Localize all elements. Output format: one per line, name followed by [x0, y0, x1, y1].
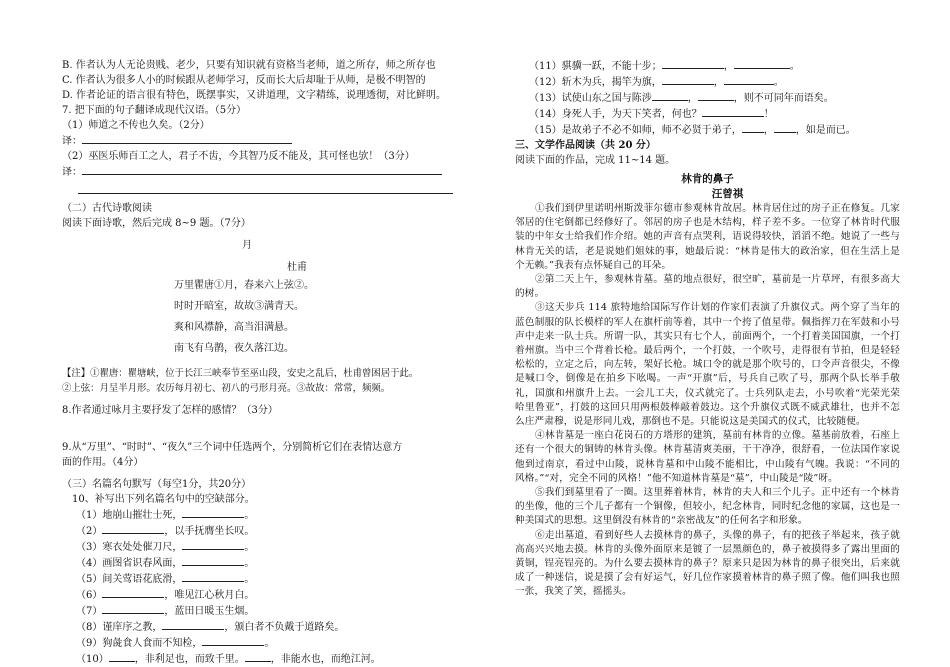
right-column [515, 58, 900, 600]
question-8: 8.作者通过咏月主要抒发了怎样的感情？（3分） [62, 405, 278, 416]
question-9: 面的作用。（4分） [62, 457, 144, 468]
article-title: 林肯的鼻子 [681, 173, 734, 185]
fill-item[interactable]: （14）身死人手，为天下笑者，何也？ ！ [529, 106, 900, 122]
fill-item[interactable]: （1）地崩山摧壮士死， 。 [76, 507, 442, 523]
paragraph: ⑤我们到墓里看了一圈。这里葬着林肯，林肯的夫人和三个儿子。正中还有一个林肯的坐像，他的三个儿子都有一个铜像，但较小，纪念林肯，同时纪念他的家属，这也是一种美国式的思想。这里倒没有林肯的“亲密战友”的任何名字和形象。 [515, 487, 900, 527]
paragraph: ⑥走出墓道，看到好些人去摸林肯的鼻子，头像的鼻子，有的把孩子举起来，孩子就高高兴兴地去摸。林肯的头像外面原来是镀了一层黑颜色的，鼻子被摸得多了露出里面的黄铜，锃亮锃亮的。为什么要去摸林肯的鼻子？原来只是因为林肯的鼻子很突出，后来就成了一种迷信，说是摸了会有好运气，好几位作家摸着林肯的鼻子照了像。他们叫我也照一张，我笑了笑，摇摇头。 [515, 529, 900, 598]
question-10: 10、补写出下列名篇名句中的空缺部分。 [72, 494, 255, 505]
section-poetry-intro: 阅读下面诗歌，然后完成 8~9 题。（7分） [62, 218, 251, 229]
yi-label: 译： [62, 136, 82, 147]
section-recitation: （三）名篇名句默写（每空1分，共20分） [62, 479, 252, 490]
text-line: D. 作者论证的语言很有特色，既摆事实，又讲道理，文字精练，说理透彻，对比鲜明。 [62, 90, 447, 101]
left-column [62, 58, 447, 667]
paragraph: ①我们到伊里诺明州斯泼菲尔德市参观林肯故居。林肯居住过的房子正在修复。几家邻居的住宅倒都已经修好了。邻居的房子也是木结构，样子差不多。一位穿了林肯时代服装的中年女士给我们作介绍。她的声音有点哭利，语说得较快，滔滔不绝。她说了一些与林肯无关的话，老是说她们姐妹的事，她最后说：“林肯是伟大的政治家，但在生活上是个无赖。”我表有点怀疑自己的耳朵。 [515, 203, 900, 271]
fill-item[interactable]: （4）画图省识春风面， 。 [76, 555, 442, 571]
poem-body [62, 275, 442, 359]
fill-item[interactable]: （15）是故弟子不必不如师，师不必贤于弟子， ， ，如是而已。 [529, 122, 900, 138]
poem-line: 南飞有乌鹊，夜久落江边。 [174, 343, 294, 354]
question-7-2: （2）巫医乐师百工之人，君子不齿，今其智乃反不能及，其可怪也欤！（3分） [62, 151, 415, 162]
poem-line: 爽和风襟静，高当泪满悬。 [174, 322, 294, 333]
poem-line: 万里瞿唐①月，春来六上弦②。 [174, 280, 314, 291]
poem-note: ②上弦：月呈半月形。农历每月初七、初八的弓形月亮。③故故：常常，频频。 [62, 383, 391, 394]
section-literature-intro: 阅读下面的作品，完成 11~14 题。 [515, 155, 676, 166]
fill-list [62, 507, 442, 667]
fill-item[interactable]: （3）寒衣处处催刀尺， 。 [76, 539, 442, 555]
poem-note: 【注】①瞿唐：瞿塘峡，位于长江三峡奉节至巫山段，安史之乱后，杜甫曾困居于此。 [62, 368, 419, 379]
text-line: B. 作者认为人无论贵贱、老少，只要有知识就有资格当老师，道之所存，师之所存也 [62, 60, 436, 71]
section-poetry: （二）古代诗歌阅读 [62, 203, 152, 214]
question-9: 9.从“万里”、“时时”、“夜久”三个词中任选两个，分别简析它们在表情达意方 [62, 442, 403, 453]
fill-item[interactable]: （2） ，以手抚膺坐长叹。 [76, 523, 442, 539]
paragraph: ②第二天上午，参观林肯墓。墓的地点很好，很空旷，墓前是一片草坪，有很多高大的树。 [515, 274, 900, 300]
fill-item[interactable]: （6） ，唯见江心秋月白。 [76, 587, 442, 603]
answer-line[interactable] [62, 133, 442, 149]
fill-item[interactable]: （7） ，蓝田日暖玉生烟。 [76, 603, 442, 619]
yi-label: 译： [62, 167, 82, 178]
poem-line: 时时开暗室，故故③满青天。 [174, 301, 304, 312]
paragraph: ③这天步兵 114 旅特地给国际写作计划的作家们表演了升旗仪式。两个穿了当年的蓝色制服的队长模样的军人在旗杆前等着，其中一个挎了值星带。佩指挥刀在军鼓和小号声中走来一队士兵。所谓一队，其实只有七个人，前面两个，一个打着美国国旗，一个打着州旗。当中三个背着长枪。最后两个，一个打鼓，一个吹号，走得很有节拍，但是轻轻松松的，立定之后，向左转，架好长枪。城口令的就是那个吹号的，口令声音很尖，不像是喊口令，倒像是在拍乡下吆喝。一声“开旗”后，号兵自己吹了号，那两个队长举手敬礼，国旗和州旗升上去。一会儿工夫，仪式就完了。士兵列队走去，小号吹着“光荣光荣哈里鲁亚”，打鼓的这回只用两根鼓棒敲着鼓边。这个升旗仪式既不威武雄壮，也并不怎么庄严肃穆，说是形同儿戏，那倒也不是。只能说这是美国式的仪式，比较随便。 [515, 302, 900, 428]
text-line: C. 作者认为很多人小的时候跟从老师学习，反而长大后却耻于从师，是极不明智的 [62, 75, 426, 86]
section-literature: 三、文学作品阅读（共 20 分） [515, 140, 656, 151]
paragraph: ④林肯墓是一座白花岗石的方塔形的建筑，墓前有林肯的立像。墓基前放着，石座上还有一个很大的铜铸的林肯头像。林肯墓清爽美丽，干干净净，很舒看，一位法国作家说他到过南京，看过中山陵，说林肯墓和中山陵不能相比，中山陵有气魄。我说：“不同的风格。”“对，完全不同的风格！”他不知道林肯墓是“墓”，中山陵是“陵”呀。 [515, 430, 900, 484]
answer-line[interactable] [62, 164, 442, 180]
fill-item[interactable]: （11）骐骥一跃，不能十步； ， 。 [529, 58, 900, 74]
fill-item[interactable]: （9）狗彘食人食而不知检， 。 [76, 635, 442, 651]
fill-item[interactable]: （5）间关莺语花底滑， 。 [76, 571, 442, 587]
fill-list-continued [515, 58, 900, 138]
poem-title: 月 [242, 240, 252, 251]
article-author: 汪曾祺 [711, 188, 744, 200]
answer-line-2[interactable] [78, 180, 453, 194]
fill-item[interactable]: （12）斩木为兵，揭竿为旗， ， 。 [529, 74, 900, 90]
fill-item[interactable]: （8）谨庠序之教， ，颁白者不负戴于道路矣。 [76, 619, 442, 635]
fill-item[interactable]: （10） ，非利足也，而致千里。 ，非能水也，而绝江河。 [76, 651, 442, 667]
question-7-1: （1）师道之不传也久矣。（2分） [62, 120, 210, 131]
question-7: 7. 把下面的句子翻译成现代汉语。（5分） [62, 105, 247, 116]
poem-author: 杜甫 [287, 262, 307, 273]
fill-item[interactable]: （13）试使山东之国与陈涉 ， ，则不可同年而语矣。 [529, 90, 900, 106]
